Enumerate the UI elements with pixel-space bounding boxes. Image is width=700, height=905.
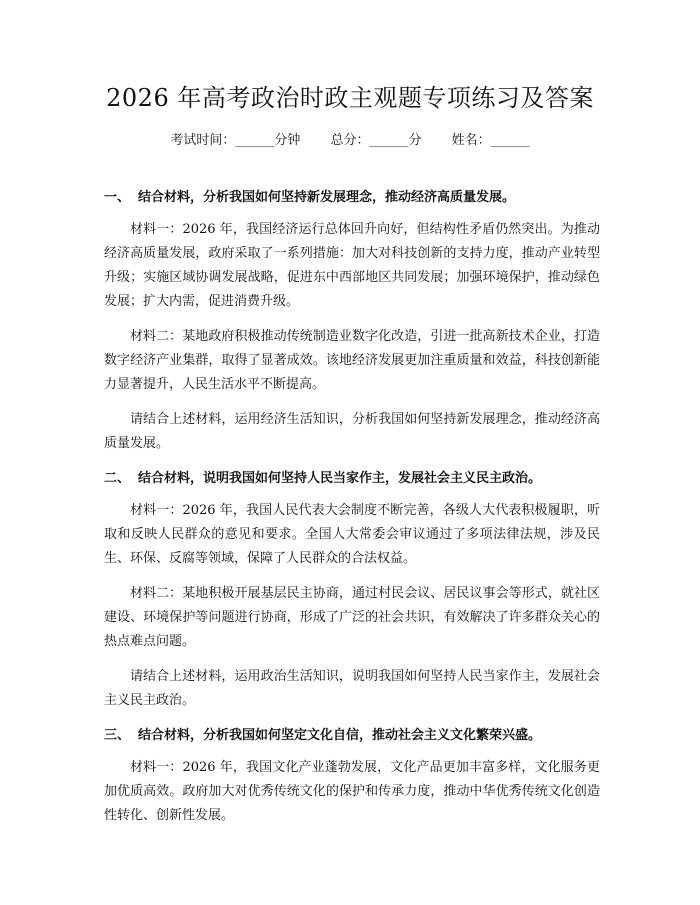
prompt-paragraph: 请结合上述材料，运用经济生活知识，分析我国如何坚持新发展理念，推动经济高质量发展。 <box>104 412 600 451</box>
exam-meta <box>0 131 700 151</box>
question-heading <box>104 726 600 746</box>
question-2 <box>104 469 600 713</box>
question-heading <box>104 188 600 208</box>
exam-time: 考试时间：______分钟 <box>170 133 301 148</box>
question-1 <box>104 188 600 456</box>
questions-section <box>104 188 600 839</box>
question-number: 一、 <box>104 190 131 205</box>
page-title: 2026 年高考政治时政主观题专项练习及答案 <box>106 84 594 112</box>
material-paragraph: 材料一：2026 年，我国经济运行总体回升向好，但结构性矛盾仍然突出。为推动经济高质量发展，政府采取了一系列措施：加大对科技创新的支持力度，推动产业转型升级；实施区域协调发展战略，促进东中西部地区共同发展；加强环境保护，推动绿色发展；扩大内需，促进消费升级。 <box>104 222 600 309</box>
question-number: 三、 <box>104 728 131 743</box>
prompt-paragraph: 请结合上述材料，运用政治生活知识，说明我国如何坚持人民当家作主，发展社会主义民主政治。 <box>104 669 600 708</box>
material-paragraph: 材料二：某地政府积极推动传统制造业数字化改造，引进一批高新技术企业，打造数字经济产业集群，取得了显著成效。该地经济发展更加注重质量和效益，科技创新能力显著提升，人民生活水平不断提高。 <box>104 329 600 392</box>
question-text: 结合材料，分析我国如何坚持新发展理念，推动经济高质量发展。 <box>138 190 516 205</box>
question-text: 结合材料，分析我国如何坚定文化自信，推动社会主义文化繁荣兴盛。 <box>138 728 542 743</box>
student-name: 姓名：______ <box>451 133 530 148</box>
question-heading <box>104 469 600 489</box>
question-number: 二、 <box>104 471 131 486</box>
question-text: 结合材料，说明我国如何坚持人民当家作主，发展社会主义民主政治。 <box>138 471 542 486</box>
question-3 <box>104 726 600 828</box>
material-paragraph: 材料一：2026 年，我国文化产业蓬勃发展，文化产品更加丰富多样，文化服务更加优质高效。政府加大对优秀传统文化的保护和传承力度，推动中华优秀传统文化创造性转化、创新性发展。 <box>104 760 600 823</box>
exam-score: 总分：______分 <box>330 133 422 148</box>
material-paragraph: 材料一：2026 年，我国人民代表大会制度不断完善，各级人大代表积极履职，听取和反映人民群众的意见和要求。全国人大常委会审议通过了多项法律法规，涉及民生、环保、反腐等领域，保障了人民群众的合法权益。 <box>104 503 600 566</box>
material-paragraph: 材料二：某地积极开展基层民主协商，通过村民会议、居民议事会等形式，就社区建设、环境保护等问题进行协商，形成了广泛的社会共识，有效解决了许多群众关心的热点难点问题。 <box>104 586 600 649</box>
